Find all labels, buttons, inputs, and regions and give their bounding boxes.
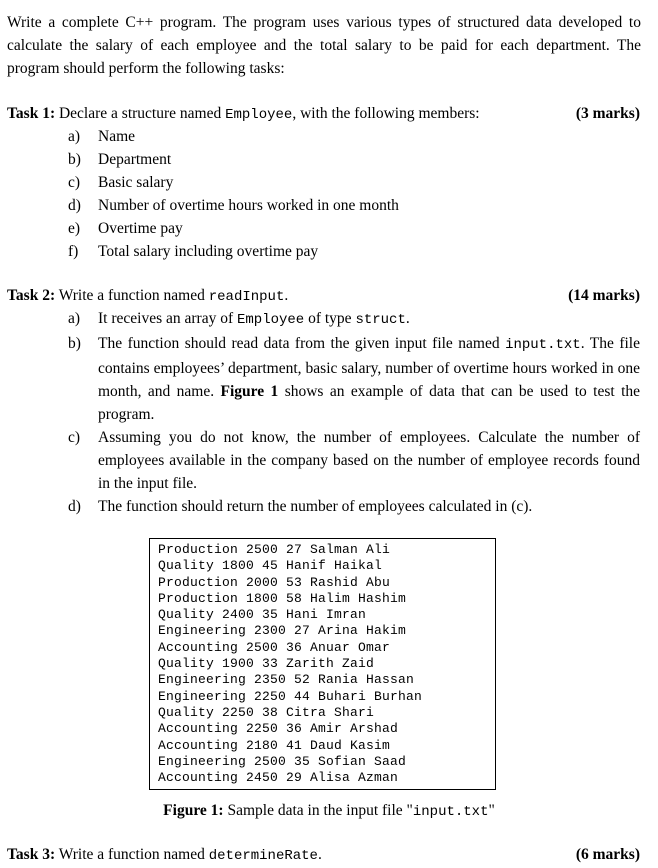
item-label: a) <box>68 128 81 145</box>
list-item <box>68 125 640 148</box>
sample-data-box <box>149 538 496 790</box>
task3-marks: (6 marks) <box>575 846 640 863</box>
sample-line: Production 2500 27 Salman Ali <box>158 542 391 557</box>
list-item <box>68 332 640 426</box>
sample-line: Quality 1900 33 Zarith Zaid <box>158 656 375 672</box>
item-text: Number of overtime hours worked in one month <box>98 197 399 214</box>
item-code: input.txt <box>505 337 581 353</box>
item-text: Department <box>98 151 172 168</box>
item-label: c) <box>68 429 81 446</box>
task2-text-after: . <box>284 287 289 304</box>
list-item <box>68 240 640 263</box>
task1-heading <box>7 102 640 125</box>
item-label: b) <box>68 151 81 168</box>
caption-label: Figure 1: <box>163 802 224 819</box>
task1-label: Task 1: <box>7 105 56 122</box>
item-text: of type <box>308 310 352 327</box>
sample-line: Quality 2400 35 Hani Imran <box>158 607 367 623</box>
sample-line: Accounting 2450 29 Alisa Azman <box>158 770 399 786</box>
list-item <box>68 148 640 171</box>
item-code: struct <box>355 312 406 328</box>
task1-text: Declare a structure named <box>58 105 222 122</box>
item-code: Employee <box>237 312 305 328</box>
item-label: e) <box>68 220 81 237</box>
list-item <box>68 307 640 332</box>
task1-text-after: , with the following members: <box>292 105 480 122</box>
caption-end: " <box>488 802 495 819</box>
caption-code: input.txt <box>412 804 489 820</box>
item-text: . <box>405 310 410 327</box>
item-text: The function should read data from the given input file named <box>98 335 500 352</box>
sample-line: Accounting 2180 41 Daud Kasim <box>158 737 391 753</box>
task3-code: determineRate <box>208 848 318 864</box>
task1-member-list <box>68 125 640 263</box>
task2-heading <box>7 284 640 307</box>
caption-text: Sample data in the input file " <box>227 802 413 819</box>
task2-label: Task 2: <box>7 287 56 304</box>
item-text: Name <box>98 128 136 145</box>
sample-line: Quality 1800 45 Hanif Haikal <box>158 558 383 574</box>
item-label: c) <box>68 174 81 191</box>
sample-line: Engineering 2250 44 Buhari Burhan <box>158 688 423 704</box>
task3-text-after: . <box>317 846 322 863</box>
sample-line: Engineering 2350 52 Rania Hassan <box>158 672 415 688</box>
task2-text: Write a function named <box>58 287 205 304</box>
figure-reference: Figure 1 <box>220 383 279 400</box>
task2-code: readInput <box>208 289 285 305</box>
list-item <box>68 426 640 495</box>
task1-code: Employee <box>225 107 293 123</box>
list-item <box>68 194 640 217</box>
item-text: Overtime pay <box>98 220 183 237</box>
item-text: Basic salary <box>98 174 174 191</box>
item-text: . The file contains employees’ department, basic salary, number of overtime hours worked in one month, and name. <box>98 335 640 400</box>
intro-paragraph: Write a complete C++ program. The program uses various types of structured data developed to calculate the salary of each employee and the total salary to be paid for each department. The program should perform the following tasks: <box>7 14 641 77</box>
task3-label: Task 3: <box>7 846 56 863</box>
sample-line: Production 1800 58 Halim Hashim <box>158 590 407 606</box>
item-text: shows an example of data that can be used to test the program. <box>98 383 641 423</box>
item-text: Assuming you do not know, the number of employees. Calculate the number of employees available in the company based on the number of employee records found in the input file. <box>98 429 640 492</box>
item-label: d) <box>68 498 81 515</box>
list-item <box>68 495 640 518</box>
task3-text: Write a function named <box>58 846 205 863</box>
sample-line: Accounting 2500 36 Anuar Omar <box>158 639 391 655</box>
task2-marks: (14 marks) <box>568 287 640 304</box>
task3-heading <box>7 843 640 866</box>
sample-line: Engineering 2500 35 Sofian Saad <box>158 753 407 769</box>
task1-marks: (3 marks) <box>575 105 640 122</box>
sample-line: Quality 2250 38 Citra Shari <box>158 704 375 720</box>
item-label: a) <box>68 310 81 327</box>
item-label: f) <box>68 243 79 260</box>
item-label: b) <box>68 335 81 352</box>
sample-line: Accounting 2250 36 Amir Arshad <box>158 721 399 737</box>
list-item <box>68 217 640 240</box>
sample-line: Production 2000 53 Rashid Abu <box>158 574 391 590</box>
figure-caption <box>0 799 658 824</box>
list-item <box>68 171 640 194</box>
task2-subtask-list <box>68 307 640 518</box>
item-text: It receives an array of <box>98 310 234 327</box>
item-text: Total salary including overtime pay <box>98 243 319 260</box>
sample-line: Engineering 2300 27 Arina Hakim <box>158 623 407 639</box>
item-text: The function should return the number of employees calculated in (c). <box>98 498 533 515</box>
item-label: d) <box>68 197 81 214</box>
